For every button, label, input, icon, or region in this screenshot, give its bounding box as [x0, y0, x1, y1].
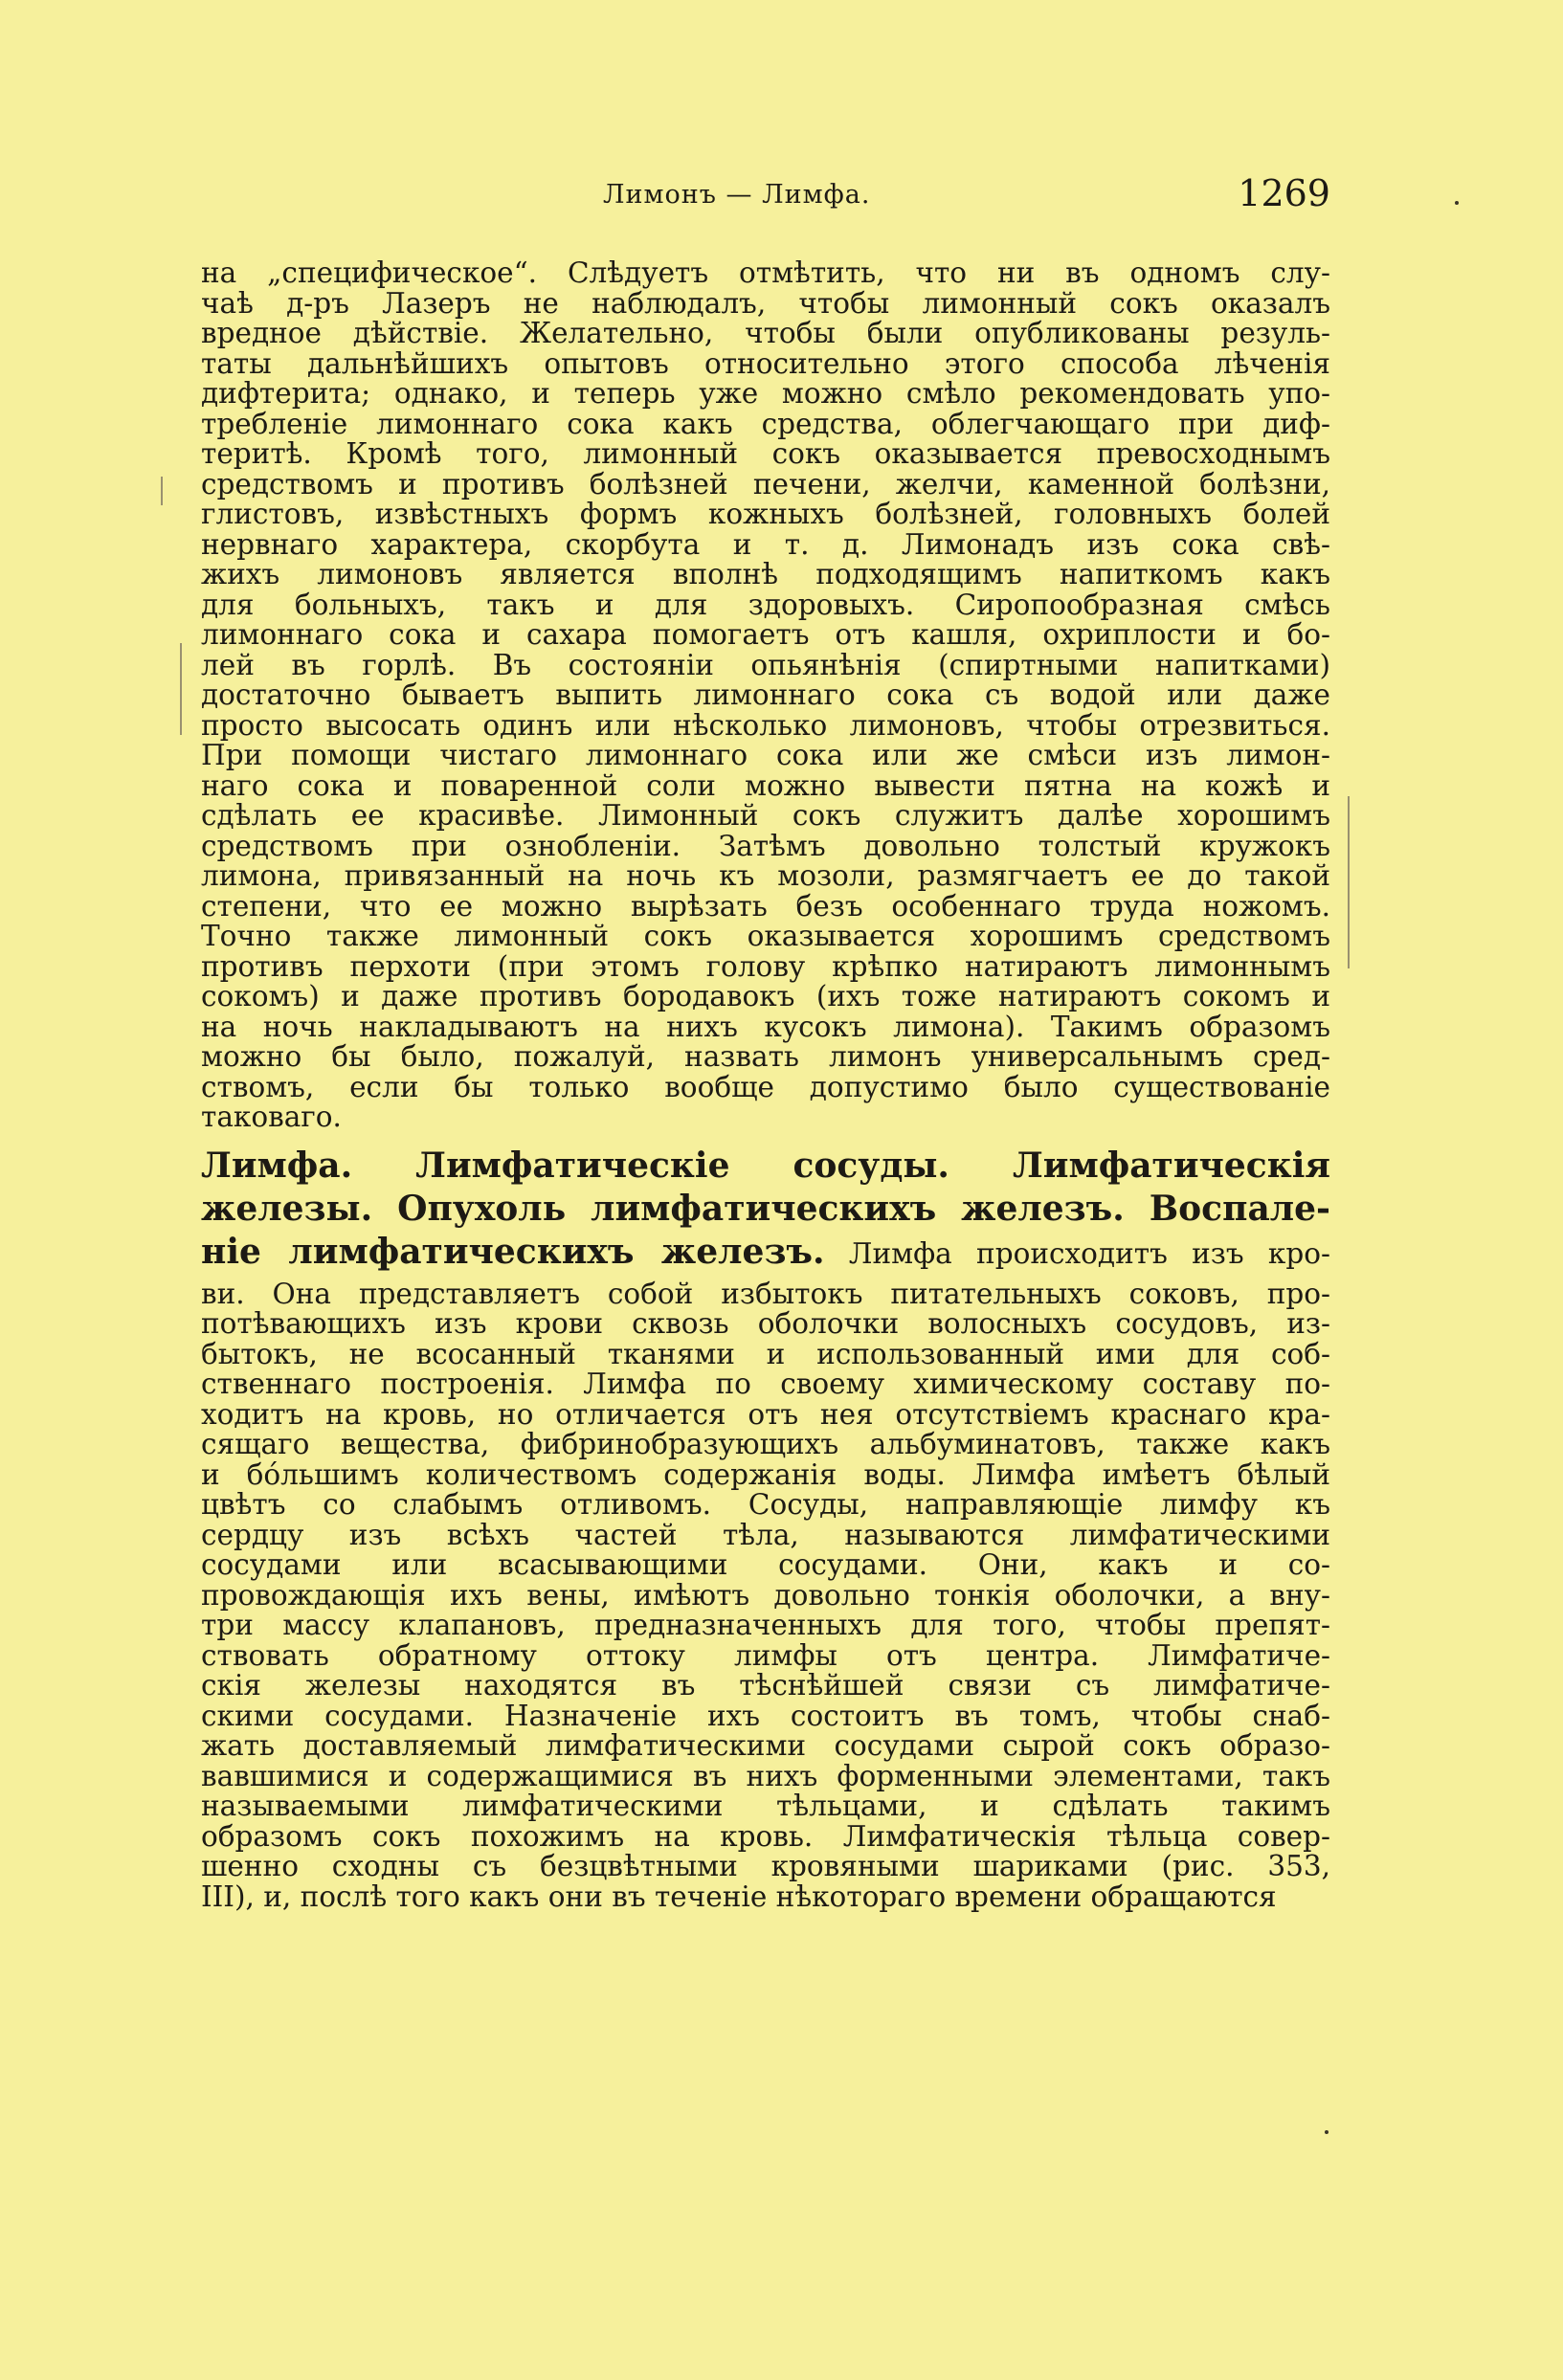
section-heading-bold: ніе лимфатическихъ железъ. — [201, 1231, 825, 1272]
scan-speck — [1325, 2130, 1329, 2134]
text-line: жихъ лимоновъ является вполнѣ подходящимъ напиткомъ какъ — [201, 558, 1330, 590]
text-line: просто высосать одинъ или нѣсколько лимоновъ, чтобы отрезвиться. — [201, 708, 1330, 742]
margin-mark-right — [1348, 796, 1350, 968]
text-line: лимоннаго сока и сахара помогаетъ отъ кашля, охриплости и бо- — [201, 618, 1330, 651]
text-line: три массу клапановъ, предназначенныхъ для того, чтобы препят- — [201, 1609, 1330, 1641]
text-line: наго сока и поваренной соли можно вывести пятна на кожѣ и — [201, 768, 1330, 802]
section-heading-continuation: Лимфа происходитъ изъ кро- — [824, 1236, 1330, 1270]
text-line: дифтерита; однако, и теперь уже можно смѣло рекомендовать упо- — [201, 377, 1330, 410]
text-line: жать доставляемый лимфатическими сосудами сырой сокъ образо- — [201, 1729, 1330, 1762]
page-header — [201, 172, 1330, 224]
text-line: провождающія ихъ вены, имѣютъ довольно тонкія оболочки, а вну- — [201, 1578, 1330, 1612]
text-line: противъ перхоти (при этомъ голову крѣпко натираютъ лимоннымъ — [201, 949, 1330, 983]
running-title: Лимонъ — Лимфа. — [603, 180, 871, 210]
page-number: 1269 — [1238, 172, 1330, 214]
text-line: цвѣтъ со слабымъ отливомъ. Сосуды, направляющіе лимфу къ — [201, 1488, 1330, 1521]
section-heading-line-1: Лимфа. Лимфатическіе сосуды. Лимфатическія — [201, 1145, 1330, 1186]
text-line: можно бы было, пожалуй, назвать лимонъ универсальнымъ сред- — [201, 1040, 1330, 1073]
text-line: таковаго. — [201, 1101, 342, 1133]
text-line: сокомъ) и даже противъ бородавокъ (ихъ тоже натираютъ сокомъ и — [201, 980, 1330, 1012]
section-body — [201, 1279, 1330, 1913]
text-line: таты дальнѣйшихъ опытовъ относительно этого способа лѣченія — [201, 346, 1330, 380]
text-line: требленіе лимоннаго сока какъ средства, облегчающаго при диф- — [201, 407, 1330, 440]
text-line: потѣвающихъ изъ крови сквозь оболочки волосныхъ сосудовъ, из- — [201, 1307, 1330, 1340]
text-line: ви. Она представляетъ собой избытокъ питательныхъ соковъ, про- — [201, 1277, 1330, 1310]
text-line: теритѣ. Кромѣ того, лимонный сокъ оказывается превосходнымъ — [201, 437, 1330, 470]
text-line: сердцу изъ всѣхъ частей тѣла, называются лимфатическими — [201, 1518, 1330, 1551]
paragraph-lemon — [201, 258, 1330, 1133]
text-line: образомъ сокъ похожимъ на кровь. Лимфатическія тѣльца совер- — [201, 1819, 1330, 1853]
body-text — [201, 258, 1330, 1912]
margin-mark-left — [180, 643, 182, 735]
text-line: достаточно бываетъ выпить лимоннаго сока съ водой или даже — [201, 678, 1330, 711]
scan-speck — [1455, 201, 1459, 205]
text-line: бытокъ, не всосанный тканями и использованный ими для соб- — [201, 1337, 1330, 1370]
text-line: ственнаго построенія. Лимфа по своему химическому составу по- — [201, 1368, 1330, 1400]
text-line: на ночь накладываютъ на нихъ кусокъ лимона). Такимъ образомъ — [201, 1010, 1330, 1043]
text-line: лей въ горлѣ. Въ состояніи опьянѣнія (спиртными напитками) — [201, 648, 1330, 681]
text-line: Точно также лимонный сокъ оказывается хорошимъ средствомъ — [201, 920, 1330, 952]
text-line: сосудами или всасывающими сосудами. Они, какъ и со- — [201, 1548, 1330, 1581]
text-line: для больныхъ, такъ и для здоровыхъ. Сиропообразная смѣсь — [201, 588, 1330, 621]
text-line: III), и, послѣ того какъ они въ теченіе нѣкотораго времени обращаются — [201, 1880, 1277, 1913]
text-line: сящаго вещества, фибринобразующихъ альбуминатовъ, также какъ — [201, 1428, 1330, 1460]
text-line: скими сосудами. Назначеніе ихъ состоитъ въ томъ, чтобы снаб- — [201, 1699, 1330, 1732]
text-line: шенно сходны съ безцвѣтными кровяными шариками (рис. 353, — [201, 1850, 1330, 1882]
text-line: нервнаго характера, скорбута и т. д. Лимонадъ изъ сока свѣ- — [201, 527, 1330, 561]
section-lymph — [201, 1145, 1330, 1913]
text-line: средствомъ и противъ болѣзней печени, желчи, каменной болѣзни, — [201, 467, 1330, 500]
text-line: вредное дѣйствіе. Желательно, чтобы были опубликованы резуль- — [201, 317, 1330, 349]
margin-mark-left — [161, 477, 163, 505]
section-heading-line-3 — [201, 1231, 1330, 1279]
text-line: скія железы находятся въ тѣснѣйшей связи съ лимфатиче- — [201, 1669, 1330, 1702]
text-line: вавшимися и содержащимися въ нихъ форменными элементами, такъ — [201, 1759, 1330, 1792]
text-line: ствомъ, если бы только вообще допустимо было существованіе — [201, 1070, 1330, 1103]
text-line: лимона, привязанный на ночь къ мозоли, размягчаетъ ее до такой — [201, 859, 1330, 892]
text-line: средствомъ при ознобленіи. Затѣмъ довольно толстый кружокъ — [201, 829, 1330, 862]
text-line: сдѣлать ее красивѣе. Лимонный сокъ служитъ далѣе хорошимъ — [201, 799, 1330, 832]
text-line: глистовъ, извѣстныхъ формъ кожныхъ болѣзней, головныхъ болей — [201, 498, 1330, 530]
section-heading-line-2: железы. Опухоль лимфатическихъ железъ. Воспале- — [201, 1188, 1330, 1229]
text-line: При помощи чистаго лимоннаго сока или же смѣси изъ лимон- — [201, 739, 1330, 771]
text-line: ствовать обратному оттоку лимфы отъ центра. Лимфатиче- — [201, 1638, 1330, 1672]
text-line: называемыми лимфатическими тѣльцами, и сдѣлать такимъ — [201, 1790, 1330, 1822]
text-line: ходитъ на кровь, но отличается отъ нея отсутствіемъ краснаго кра- — [201, 1397, 1330, 1431]
text-line: степени, что ее можно вырѣзать безъ особеннаго труда ножомъ. — [201, 889, 1330, 923]
text-line: и бо́льшимъ количествомъ содержанія воды. Лимфа имѣетъ бѣлый — [201, 1457, 1330, 1491]
text-line: на „специфическое“. Слѣдуетъ отмѣтить, что ни въ одномъ слу- — [201, 256, 1330, 289]
text-line: чаѣ д-ръ Лазеръ не наблюдалъ, чтобы лимонный сокъ оказалъ — [201, 286, 1330, 320]
